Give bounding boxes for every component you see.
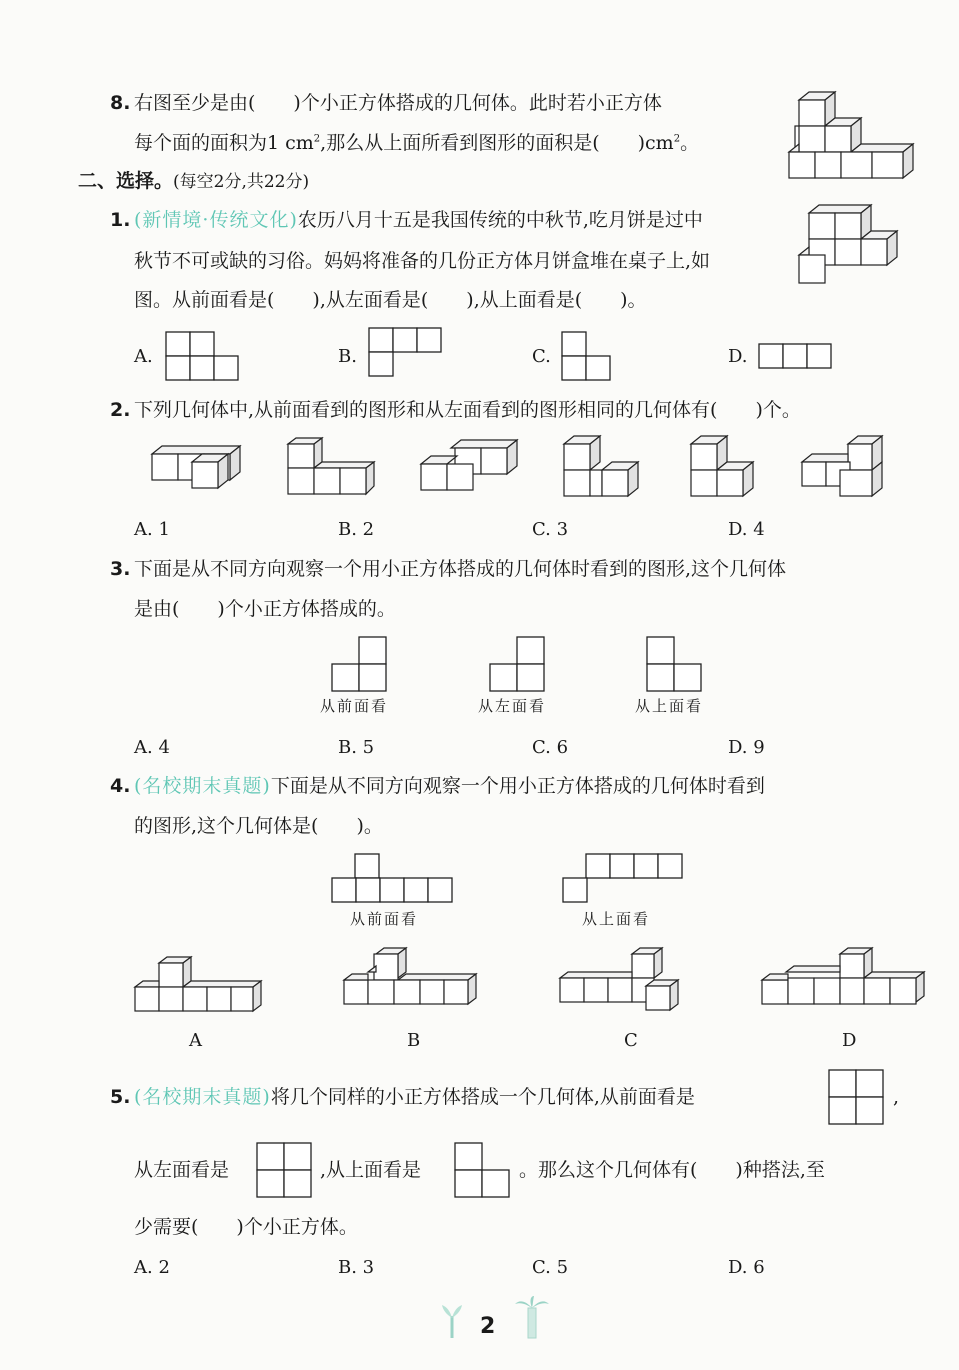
section-title: 二、选择。 [78,170,174,192]
q2-text: 下列几何体中,从前面看到的图形和从左面看到的图形相同的几何体有( )个。 [134,399,801,421]
palm-tree-icon [515,1296,549,1340]
q4-front-view [331,853,453,903]
q2-option-b[interactable]: B. 2 [338,519,375,540]
q5-line3: 少需要( )个小正方体。 [134,1216,358,1238]
q1-line2: 秋节不可或缺的习俗。妈妈将准备的几份正方体月饼盒堆在桌子上,如 [134,250,711,272]
q1-option-a[interactable]: A. [134,346,153,367]
q4-solid-d [760,946,928,1008]
q5-left-text: 从左面看是 [134,1159,230,1181]
section-note: (每空2分,共22分) [173,172,310,192]
q4-number: 4. [110,775,131,797]
q4-solid-c [558,946,683,1012]
q3-front-view [331,636,389,692]
q5-top-view [454,1142,512,1200]
q1-option-b-figure [368,327,443,377]
q5-option-c[interactable]: C. 5 [532,1257,569,1278]
q3-option-a[interactable]: A. 4 [134,737,170,758]
q5-line2-tail: 。那么这个几何体有( )种搭法,至 [519,1159,825,1181]
q5-comma: , [893,1086,900,1108]
q5-top-text: ,从上面看是 [320,1159,422,1181]
q5-number: 5. [110,1086,131,1108]
q2-option-c[interactable]: C. 3 [532,519,569,540]
q2-solid-3 [421,440,521,495]
q1-option-d[interactable]: D. [728,346,748,367]
q1-option-a-figure [165,331,240,381]
q3-line2: 是由( )个小正方体搭成的。 [134,598,396,620]
q5-front-view [828,1069,886,1127]
q1-line1 [134,211,703,230]
q3-option-b[interactable]: B. 5 [338,737,375,758]
q3-option-d[interactable]: D. 9 [728,737,765,758]
q5-tag: (名校期末真题) [134,1086,271,1108]
page-number: 2 [480,1314,496,1339]
q2-number: 2. [110,399,131,421]
q1-option-d-figure [758,343,833,369]
q8-sup2: 2 [673,133,681,145]
q4-line2: 的图形,这个几何体是( )。 [134,815,383,837]
q2-solid-1 [152,440,244,495]
q8-line2-part1: 每个面的面积为1 cm [134,132,314,154]
q8-line1: 右图至少是由( )个小正方体搭成的几何体。此时若小正方体 [134,92,662,114]
q3-top-label: 从上面看 [635,697,704,715]
q3-option-c[interactable]: C. 6 [532,737,569,758]
q5-option-d[interactable]: D. 6 [728,1257,765,1278]
q1-tag: (新情境·传统文化) [134,209,298,231]
q5-line1-text: 将几个同样的小正方体搭成一个几何体,从前面看是 [270,1086,695,1108]
q4-line1-text: 下面是从不同方向观察一个用小正方体搭成的几何体时看到 [270,775,765,797]
q4-option-b[interactable]: B [407,1030,421,1051]
q2-solid-2 [286,438,381,498]
q3-front-label: 从前面看 [320,697,389,715]
q1-option-b[interactable]: B. [338,346,357,367]
q8-cube-figure [785,86,915,186]
q2-solid-6 [800,436,885,501]
q3-top-view [646,636,704,692]
q1-line1-text: 农历八月十五是我国传统的中秋节,吃月饼是过中 [297,209,703,231]
q4-line1 [134,777,765,796]
q4-solid-b [342,946,477,1008]
q4-top-label: 从上面看 [582,910,651,928]
q2-option-d[interactable]: D. 4 [728,519,765,540]
q4-top-view [562,853,684,903]
q5-left-view [256,1142,314,1200]
q5-option-a[interactable]: A. 2 [134,1257,170,1278]
q8-line2-part2: ,那么从上面所看到图形的面积是( )cm [320,132,674,154]
q4-tag: (名校期末真题) [134,775,271,797]
q1-mooncake-boxes [795,203,925,289]
q8-number: 8. [110,92,131,114]
q3-line1: 下面是从不同方向观察一个用小正方体搭成的几何体时看到的图形,这个几何体 [134,558,787,580]
q4-option-a[interactable]: A [189,1030,202,1051]
q8-sup1: 2 [313,133,321,145]
q5-line1 [134,1088,695,1107]
q2-option-a[interactable]: A. 1 [134,519,170,540]
q1-option-c-figure [561,331,613,381]
section-heading [78,172,309,191]
q3-number: 3. [110,558,131,580]
q4-option-d[interactable]: D [842,1030,857,1051]
q8-line2-tail: 。 [680,132,700,154]
q4-solid-a [133,955,263,1015]
q4-option-c[interactable]: C [624,1030,638,1051]
q8-line2 [134,134,699,153]
q5-option-b[interactable]: B. 3 [338,1257,375,1278]
q1-option-c[interactable]: C. [532,346,551,367]
q2-solid-4 [562,436,647,501]
q3-left-view [489,636,547,692]
q2-solid-5 [689,436,764,501]
q1-line3: 图。从前面看是( ),从左面看是( ),从上面看是( )。 [134,289,647,311]
q1-number: 1. [110,209,131,231]
q4-front-label: 从前面看 [350,910,419,928]
sprout-left-icon [440,1300,464,1340]
q3-left-label: 从左面看 [478,697,547,715]
